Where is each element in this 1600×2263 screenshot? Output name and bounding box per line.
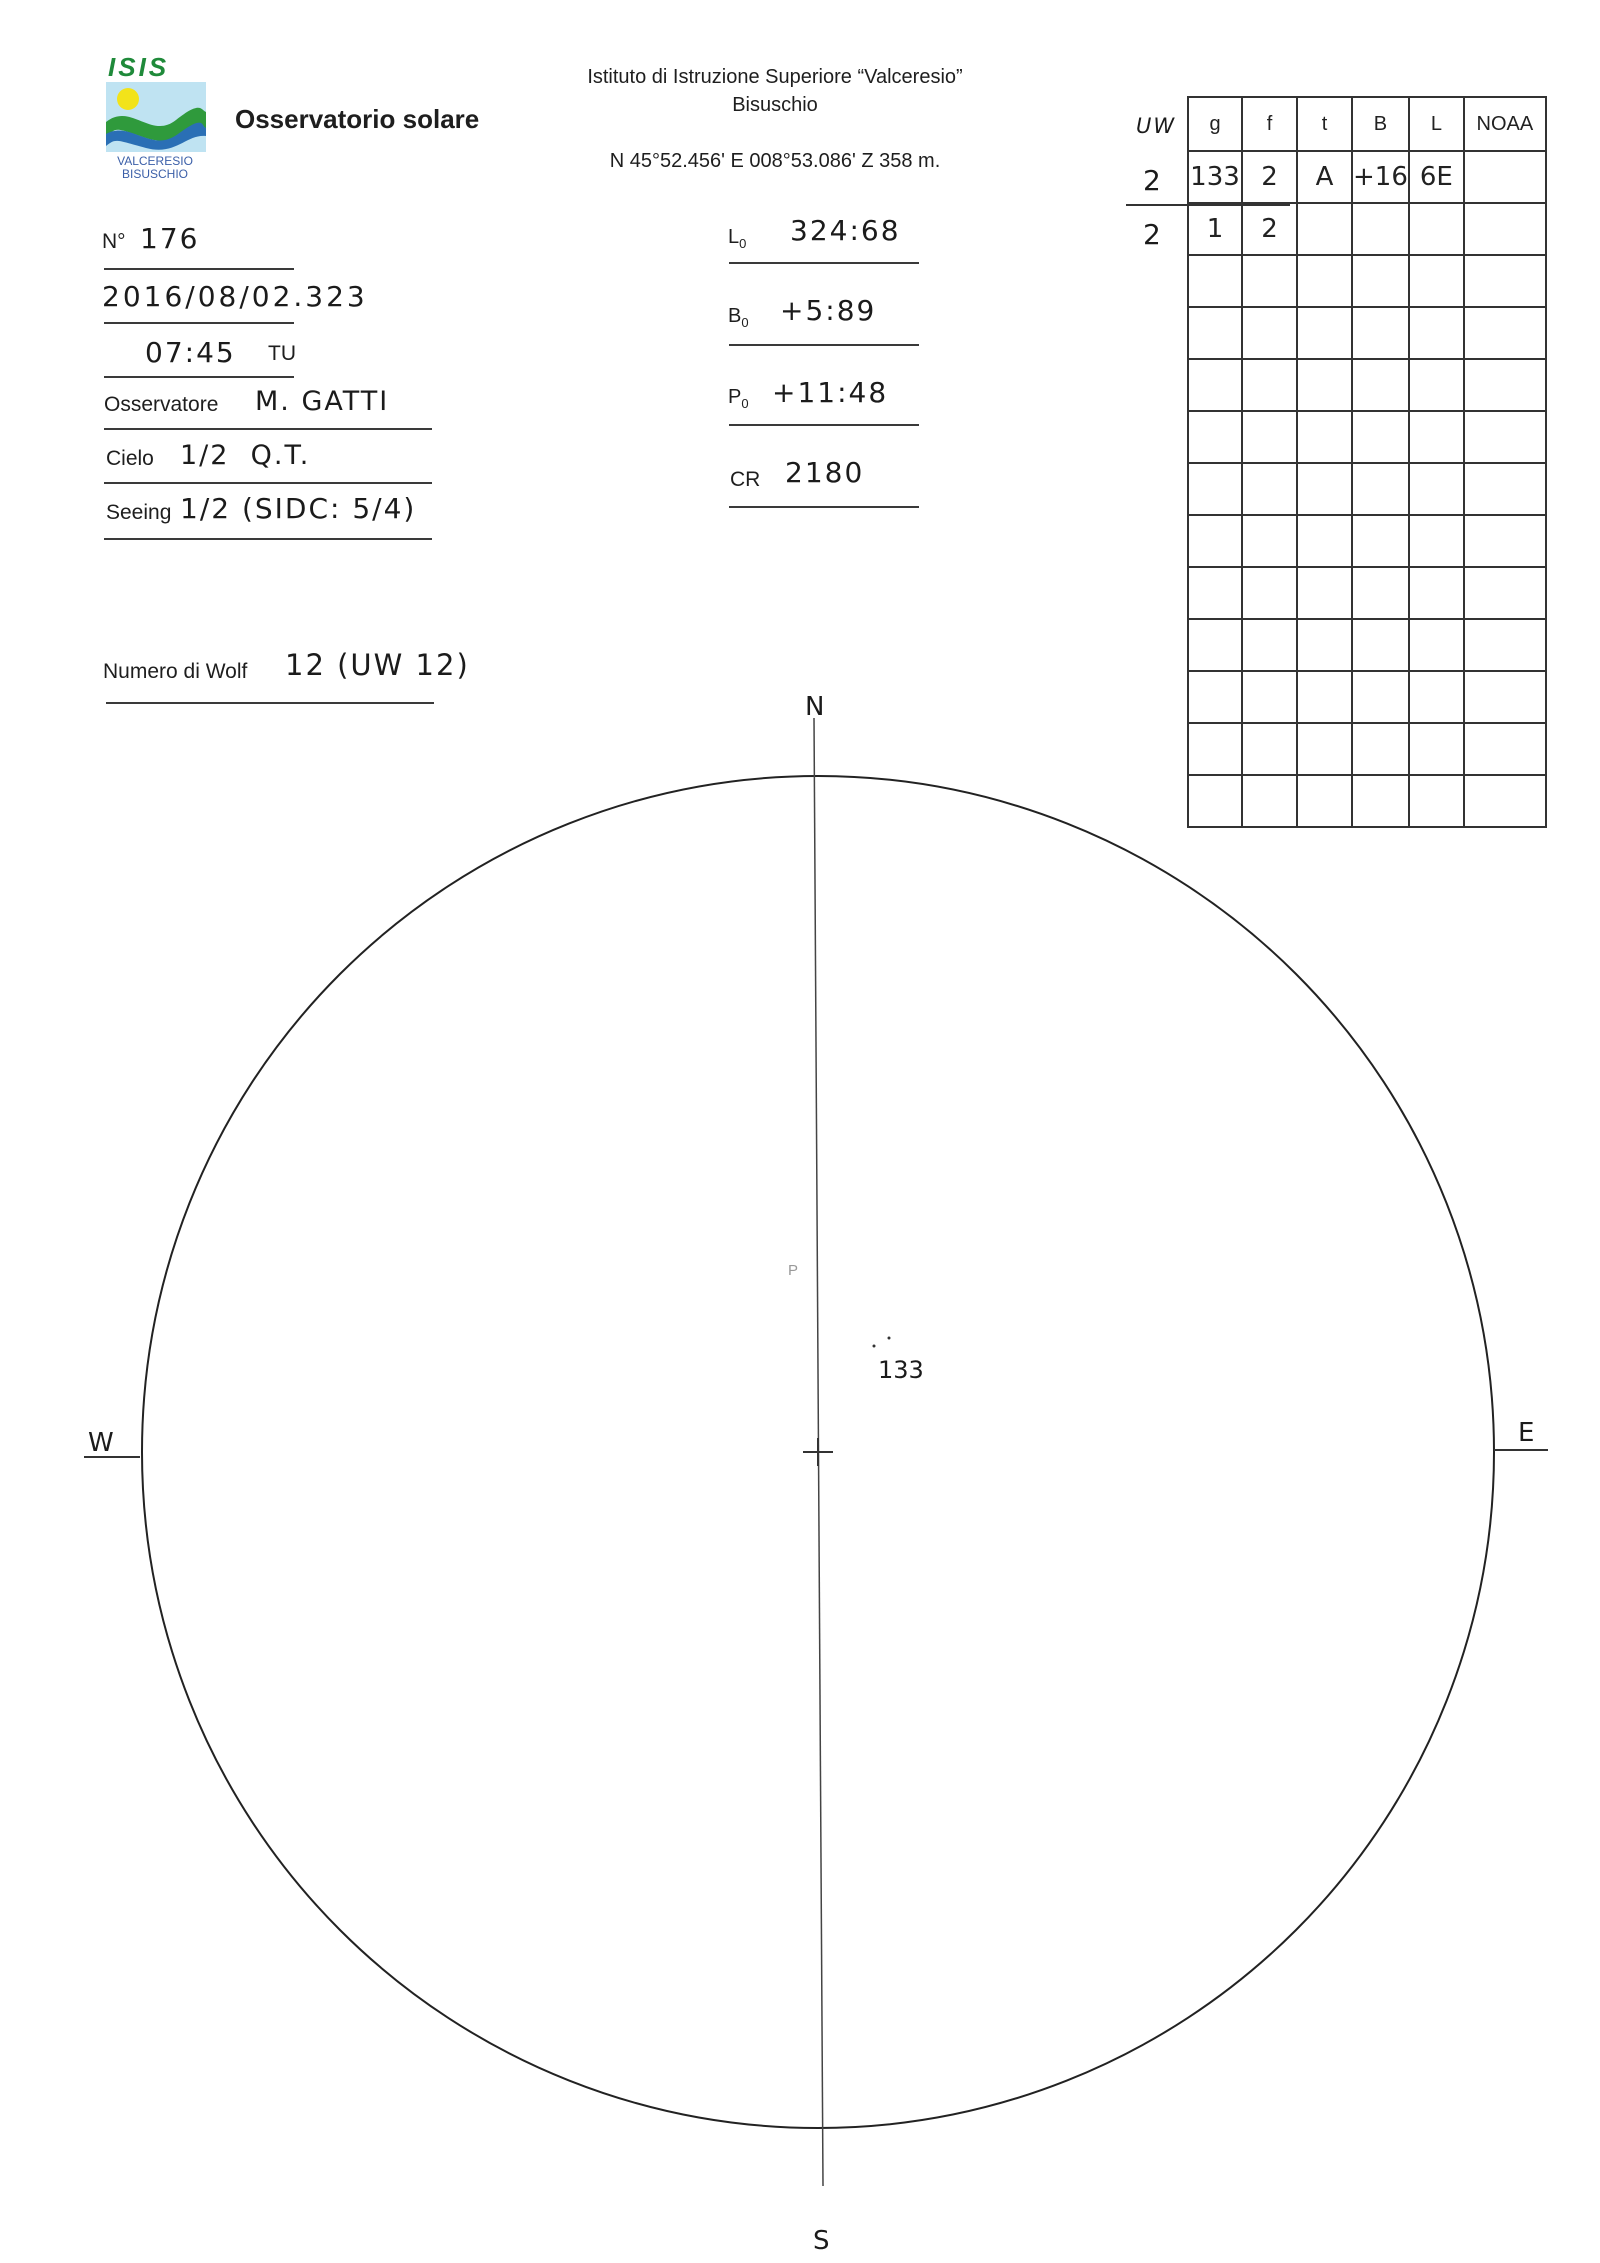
p0-subscript: 0 bbox=[741, 396, 749, 411]
observatory-coordinates: N 45°52.456' E 008°53.086' Z 358 m. bbox=[609, 150, 941, 172]
table-cell: 6E bbox=[1409, 151, 1464, 203]
time-value: 07:45 bbox=[145, 336, 236, 369]
table-cell: 2 bbox=[1242, 203, 1297, 255]
sunspot-dot bbox=[888, 1337, 891, 1340]
table-cell: 2 bbox=[1242, 151, 1297, 203]
p0-value: +11:48 bbox=[772, 376, 889, 409]
carrington-value: 2180 bbox=[785, 456, 865, 489]
time-unit: TU bbox=[268, 342, 296, 365]
table-cell: +16 bbox=[1352, 151, 1409, 203]
south-label: S bbox=[813, 2226, 832, 2256]
pole-marker: P bbox=[788, 1262, 799, 1279]
sunspot-group-label: 133 bbox=[878, 1356, 924, 1384]
uw-header: UW bbox=[1136, 114, 1177, 138]
p0-letter: P bbox=[728, 386, 742, 408]
logo-caption-line1: VALCERESIO bbox=[117, 154, 193, 168]
wolf-number-value: 12 (UW 12) bbox=[285, 648, 470, 682]
institute-name: Istituto di Istruzione Superiore “Valceresio” bbox=[587, 66, 963, 88]
number-label: N° bbox=[102, 230, 126, 253]
observer-value: M. GATTI bbox=[255, 386, 390, 417]
col-header-l: L bbox=[1409, 97, 1464, 151]
table-cell: 133 bbox=[1188, 151, 1242, 203]
carrington-label: CR bbox=[730, 468, 761, 491]
b0-letter: B bbox=[728, 305, 742, 327]
table-cell: 1 bbox=[1188, 203, 1242, 255]
seeing-label: Seeing bbox=[106, 501, 172, 524]
b0-subscript: 0 bbox=[741, 315, 749, 330]
table-cell: A bbox=[1297, 151, 1352, 203]
west-label: W bbox=[88, 1428, 116, 1458]
seeing-value: 1/2 (SIDC: 5/4) bbox=[180, 492, 417, 525]
col-header-f: f bbox=[1242, 97, 1297, 151]
page-title: Osservatorio solare bbox=[235, 104, 480, 134]
east-label: E bbox=[1518, 1418, 1537, 1448]
institute-location: Bisuschio bbox=[732, 94, 818, 116]
uw-value-2: 2 bbox=[1143, 218, 1163, 251]
isis-logo-text: ISIS bbox=[108, 52, 170, 82]
l0-subscript: 0 bbox=[739, 236, 747, 251]
date-value: 2016/08/02.323 bbox=[102, 280, 368, 313]
col-header-b: B bbox=[1352, 97, 1409, 151]
col-header-noaa: NOAA bbox=[1464, 97, 1546, 151]
l0-value: 324:68 bbox=[790, 214, 901, 247]
number-value: 176 bbox=[140, 222, 200, 255]
sunspot-dot bbox=[873, 1345, 876, 1348]
wolf-number-label: Numero di Wolf bbox=[103, 660, 248, 683]
l0-letter: L bbox=[728, 226, 740, 248]
col-header-t: t bbox=[1297, 97, 1352, 151]
col-header-g: g bbox=[1188, 97, 1242, 151]
logo-caption-line2: BISUSCHIO bbox=[121, 167, 188, 181]
uw-value-1: 2 bbox=[1143, 164, 1163, 197]
north-label: N bbox=[805, 692, 827, 722]
observer-label: Osservatore bbox=[104, 393, 219, 416]
sky-value: 1/2 Q.T. bbox=[180, 440, 311, 471]
sky-label: Cielo bbox=[106, 447, 154, 470]
b0-value: +5:89 bbox=[780, 294, 877, 327]
